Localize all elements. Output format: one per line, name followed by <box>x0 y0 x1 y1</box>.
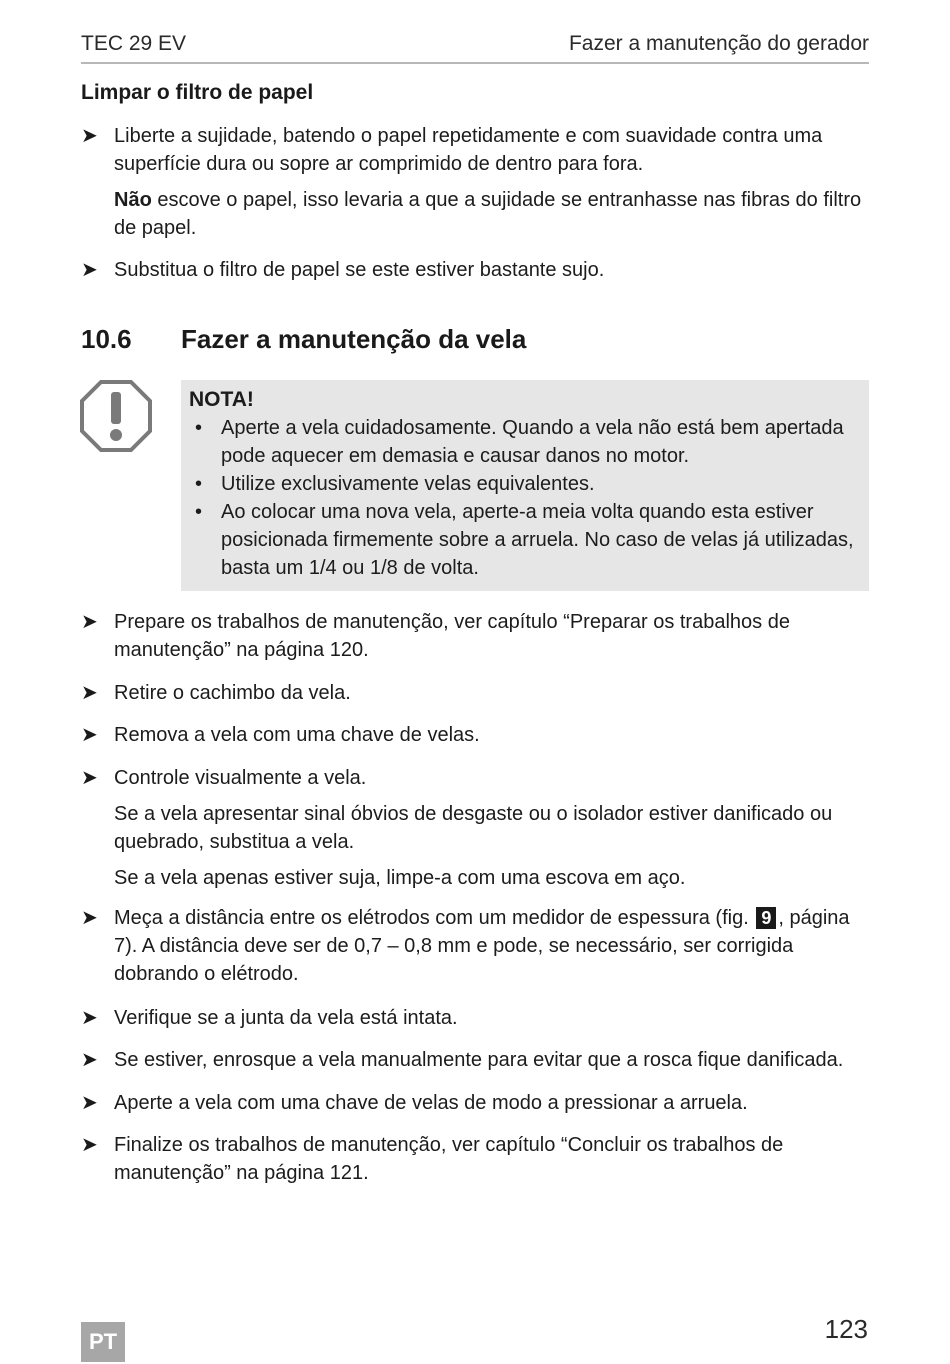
note-item <box>189 498 857 582</box>
step-detail: Se a vela apenas estiver suja, limpe-a com uma escova em aço. <box>114 867 686 889</box>
step-9 <box>81 1131 871 1187</box>
step-2 <box>81 679 871 707</box>
step-text: Finalize os trabalhos de manutenção, ver capítulo “Concluir os trabalhos de manutenção” na página 121. <box>114 1134 784 1184</box>
section-heading: Fazer a manutenção da vela <box>181 324 527 354</box>
step-paper-filter-2 <box>81 256 871 284</box>
warning-octagon-icon <box>80 380 152 452</box>
bullet-marker: • <box>195 473 203 495</box>
bullet-marker: • <box>195 417 203 439</box>
language-tab: PT <box>81 1322 125 1362</box>
step-1 <box>81 608 871 664</box>
note-item <box>189 470 857 498</box>
step-text: Prepare os trabalhos de manutenção, ver capítulo “Preparar os trabalhos de manutenção” na página 120. <box>114 611 790 661</box>
step-text: Controle visualmente a vela. <box>114 767 367 789</box>
note-item <box>189 414 857 470</box>
step-detail: Se a vela apresentar sinal óbvios de desgaste ou o isolador estiver danificado ou quebrado, substitua a vela. <box>114 803 833 853</box>
header-chapter: Fazer a manutenção do gerador <box>568 32 869 55</box>
header-model: TEC 29 EV <box>81 32 187 55</box>
step-text: Remova a vela com uma chave de velas. <box>114 724 480 746</box>
step-6 <box>81 1004 871 1032</box>
note-box <box>181 380 869 591</box>
arrow-marker-icon: ➤ <box>81 259 98 281</box>
step-text <box>114 904 871 988</box>
note-item-text: Ao colocar uma nova vela, aperte-a meia volta quando esta estiver posicionada firmemente sobre a arruela. No caso de velas já utilizadas, basta um 1/4 ou 1/8 de volta. <box>221 501 854 579</box>
arrow-marker-icon: ➤ <box>81 1134 98 1156</box>
arrow-marker-icon: ➤ <box>81 611 98 633</box>
step-text: Liberte a sujidade, batendo o papel repetidamente e com suavidade contra uma superfície dura ou sopre ar comprimido de dentro para fora. <box>114 125 823 175</box>
arrow-marker-icon: ➤ <box>81 1092 98 1114</box>
step-text: Verifique se a junta da vela está intata. <box>114 1007 458 1029</box>
figure-reference: 9 <box>756 907 776 929</box>
bullet-marker: • <box>195 501 203 523</box>
section-title <box>81 324 526 355</box>
arrow-marker-icon: ➤ <box>81 1007 98 1029</box>
arrow-marker-icon: ➤ <box>81 907 98 929</box>
step-text-post: , página 7). A distância deve ser de 0,7 – 0,8 mm e pode, se necessário, ser corrigida dobrando o elétrodo. <box>114 907 850 985</box>
section-number: 10.6 <box>81 324 132 354</box>
arrow-marker-icon: ➤ <box>81 1049 98 1071</box>
step-note <box>114 186 871 242</box>
step-text: Se estiver, enrosque a vela manualmente para evitar que a rosca fique danificada. <box>114 1049 844 1071</box>
arrow-marker-icon: ➤ <box>81 125 98 147</box>
arrow-marker-icon: ➤ <box>81 767 98 789</box>
step-text: Substitua o filtro de papel se este estiver bastante sujo. <box>114 259 605 281</box>
arrow-marker-icon: ➤ <box>81 682 98 704</box>
note-label: NOTA! <box>189 388 254 411</box>
step-5 <box>81 904 871 988</box>
note-item-text: Utilize exclusivamente velas equivalentes. <box>221 473 595 495</box>
step-text: Aperte a vela com uma chave de velas de modo a pressionar a arruela. <box>114 1092 748 1114</box>
paper-filter-heading: Limpar o filtro de papel <box>81 81 314 104</box>
note-list <box>189 414 857 582</box>
step-7 <box>81 1046 871 1074</box>
note-item-text: Aperte a vela cuidadosamente. Quando a vela não está bem apertada pode aquecer em demasia e causar danos no motor. <box>221 417 844 467</box>
step-note-bold: Não <box>114 189 152 211</box>
step-paper-filter-1 <box>81 122 871 242</box>
step-8 <box>81 1089 871 1117</box>
arrow-marker-icon: ➤ <box>81 724 98 746</box>
page-header <box>81 28 869 64</box>
step-4 <box>81 764 871 892</box>
step-note-rest: escove o papel, isso levaria a que a sujidade se entranhasse nas fibras do filtro de papel. <box>114 189 862 239</box>
page-number: 123 <box>824 1314 868 1344</box>
step-3 <box>81 721 871 749</box>
step-text-pre: Meça a distância entre os elétrodos com um medidor de espessura (fig. <box>114 907 749 929</box>
step-text: Retire o cachimbo da vela. <box>114 682 351 704</box>
